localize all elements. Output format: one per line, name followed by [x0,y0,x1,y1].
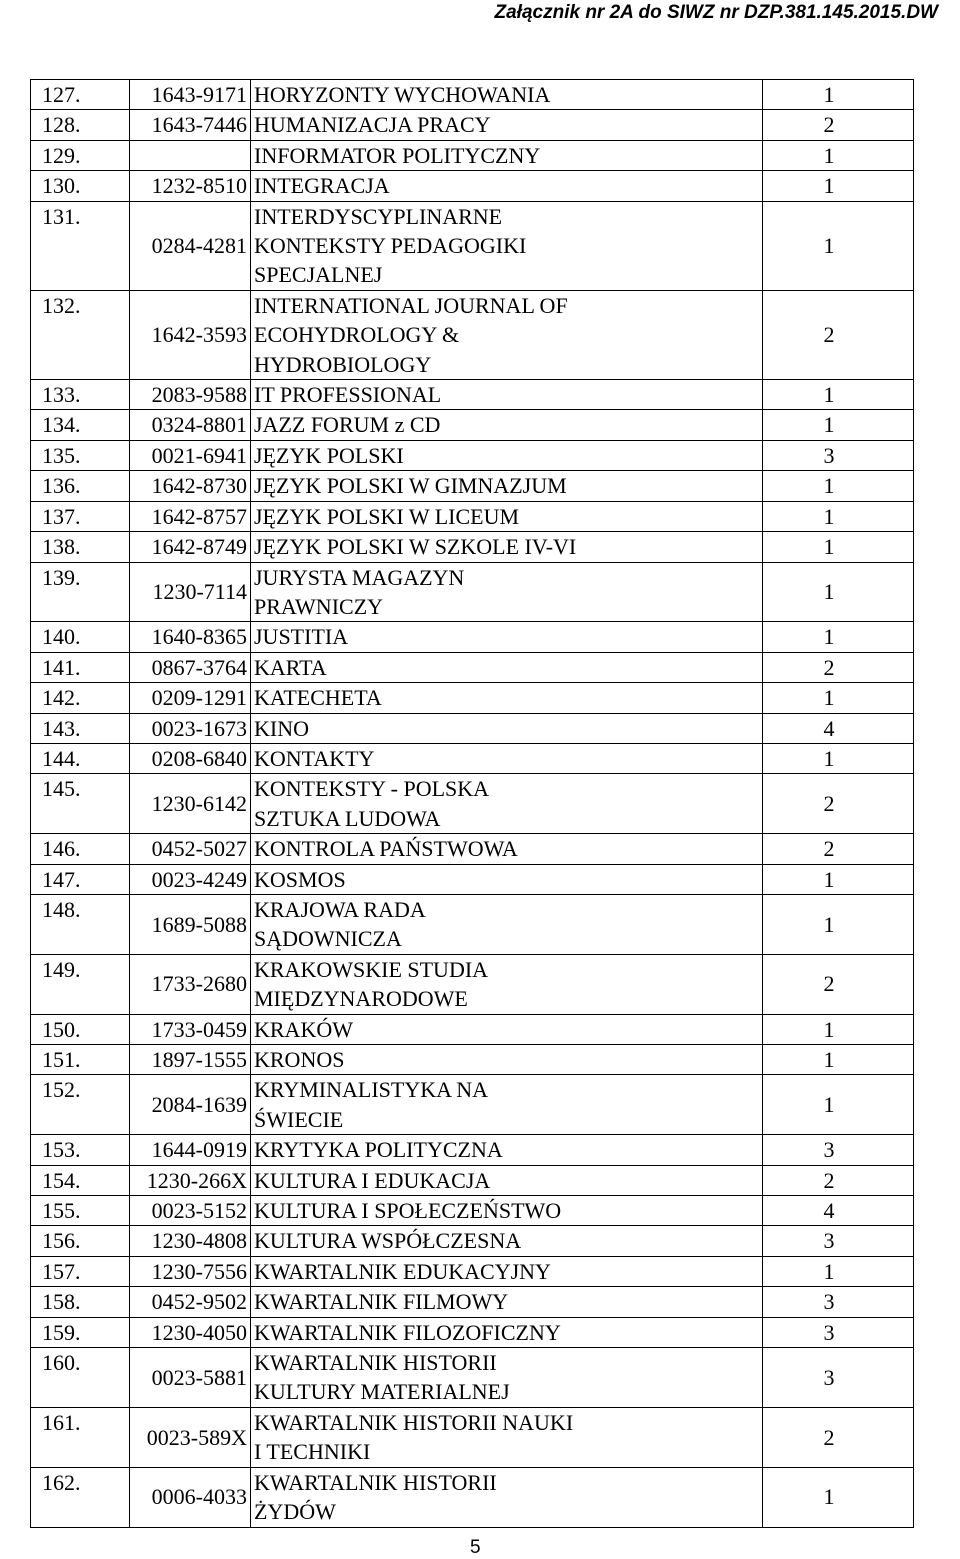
row-number: 132. [31,290,130,379]
table-row [31,562,914,622]
row-quantity: 2 [763,652,914,682]
row-issn: 1689-5088 [130,894,251,954]
row-issn: 0023-5152 [130,1196,251,1226]
row-number: 138. [31,532,130,562]
row-title: KWARTALNIK HISTORII NAUKI I TECHNIKI [251,1407,763,1467]
row-number: 131. [31,201,130,290]
row-title: KRAJOWA RADA SĄDOWNICZA [251,894,763,954]
table-row [31,894,914,954]
table-row [31,743,914,773]
row-number: 156. [31,1226,130,1256]
table-row [31,1467,914,1527]
row-issn: 0021-6941 [130,440,251,470]
row-quantity: 1 [763,380,914,410]
row-title: JĘZYK POLSKI W GIMNAZJUM [251,471,763,501]
row-quantity: 3 [763,1317,914,1347]
row-quantity: 1 [763,1467,914,1527]
row-quantity: 1 [763,471,914,501]
row-title: KULTURA WSPÓŁCZESNA [251,1226,763,1256]
row-title: INFORMATOR POLITYCZNY [251,140,763,170]
table-body [31,80,914,1528]
row-number: 151. [31,1045,130,1075]
row-issn: 2083-9588 [130,380,251,410]
row-issn: 1733-2680 [130,954,251,1014]
table-row [31,652,914,682]
table-row [31,1135,914,1165]
row-quantity: 2 [763,290,914,379]
row-title: JĘZYK POLSKI [251,440,763,470]
row-number: 157. [31,1256,130,1286]
row-number: 154. [31,1165,130,1195]
periodicals-table [30,79,914,1528]
row-number: 159. [31,1317,130,1347]
row-issn: 1232-8510 [130,171,251,201]
row-title: KONTAKTY [251,743,763,773]
row-quantity: 2 [763,110,914,140]
table-row [31,622,914,652]
row-title: KATECHETA [251,683,763,713]
table-row [31,1045,914,1075]
row-number: 133. [31,380,130,410]
table-row [31,532,914,562]
row-issn: 1644-0919 [130,1135,251,1165]
row-quantity: 1 [763,410,914,440]
row-number: 136. [31,471,130,501]
row-issn: 1640-8365 [130,622,251,652]
table-row [31,440,914,470]
row-issn: 1642-8749 [130,532,251,562]
row-number: 148. [31,894,130,954]
row-quantity: 1 [763,1045,914,1075]
row-issn: 0867-3764 [130,652,251,682]
row-title: JĘZYK POLSKI W SZKOLE IV-VI [251,532,763,562]
row-quantity: 3 [763,440,914,470]
row-quantity: 1 [763,894,914,954]
table-row [31,80,914,110]
row-issn: 0023-1673 [130,713,251,743]
table-row [31,1407,914,1467]
row-issn: 1642-3593 [130,290,251,379]
row-issn: 1642-8730 [130,471,251,501]
row-issn: 0023-589X [130,1407,251,1467]
row-title: KWARTALNIK FILMOWY [251,1287,763,1317]
row-issn: 1230-7556 [130,1256,251,1286]
row-number: 139. [31,562,130,622]
table-row [31,1287,914,1317]
row-quantity: 1 [763,201,914,290]
row-number: 140. [31,622,130,652]
table-row [31,1256,914,1286]
row-quantity: 2 [763,1407,914,1467]
row-title: KARTA [251,652,763,682]
row-issn: 1230-4050 [130,1317,251,1347]
row-number: 162. [31,1467,130,1527]
row-number: 143. [31,713,130,743]
row-issn: 0023-5881 [130,1348,251,1408]
row-issn: 1230-7114 [130,562,251,622]
row-number: 129. [31,140,130,170]
row-quantity: 1 [763,171,914,201]
row-number: 142. [31,683,130,713]
row-issn: 0208-6840 [130,743,251,773]
table-row [31,864,914,894]
row-quantity: 3 [763,1135,914,1165]
row-number: 146. [31,834,130,864]
row-title: INTERDYSCYPLINARNE KONTEKSTY PEDAGOGIKI SPECJALNEJ [251,201,763,290]
row-number: 128. [31,110,130,140]
row-number: 141. [31,652,130,682]
row-number: 137. [31,501,130,531]
table-row [31,713,914,743]
row-quantity: 1 [763,683,914,713]
row-number: 134. [31,410,130,440]
row-number: 153. [31,1135,130,1165]
row-number: 135. [31,440,130,470]
table-row [31,290,914,379]
row-number: 152. [31,1075,130,1135]
row-quantity: 1 [763,743,914,773]
row-quantity: 1 [763,140,914,170]
row-title: JUSTITIA [251,622,763,652]
row-number: 150. [31,1014,130,1044]
row-number: 158. [31,1287,130,1317]
table-row [31,1165,914,1195]
table-row [31,954,914,1014]
table-row [31,501,914,531]
row-issn: 0452-5027 [130,834,251,864]
row-title: JĘZYK POLSKI W LICEUM [251,501,763,531]
row-title: JAZZ FORUM z CD [251,410,763,440]
row-issn: 1643-9171 [130,80,251,110]
table-row [31,140,914,170]
row-issn: 0023-4249 [130,864,251,894]
row-title: KRYMINALISTYKA NA ŚWIECIE [251,1075,763,1135]
row-number: 127. [31,80,130,110]
row-number: 160. [31,1348,130,1408]
table-row [31,171,914,201]
table-row [31,774,914,834]
row-quantity: 3 [763,1287,914,1317]
row-quantity: 1 [763,562,914,622]
row-title: KRONOS [251,1045,763,1075]
row-issn: 2084-1639 [130,1075,251,1135]
row-quantity: 1 [763,532,914,562]
row-number: 147. [31,864,130,894]
row-issn: 1230-266X [130,1165,251,1195]
row-title: KONTROLA PAŃSTWOWA [251,834,763,864]
row-number: 145. [31,774,130,834]
table-row [31,834,914,864]
row-title: KRAKOWSKIE STUDIA MIĘDZYNARODOWE [251,954,763,1014]
row-title: KINO [251,713,763,743]
row-issn: 1642-8757 [130,501,251,531]
row-number: 161. [31,1407,130,1467]
row-number: 149. [31,954,130,1014]
row-title: IT PROFESSIONAL [251,380,763,410]
page-number: 5 [470,1537,481,1558]
row-title: JURYSTA MAGAZYN PRAWNICZY [251,562,763,622]
row-number: 155. [31,1196,130,1226]
row-issn [130,140,251,170]
table-row [31,1226,914,1256]
table-row [31,471,914,501]
row-title: HORYZONTY WYCHOWANIA [251,80,763,110]
attachment-header: Załącznik nr 2A do SIWZ nr DZP.381.145.2015.DW [494,2,938,23]
row-quantity: 1 [763,501,914,531]
row-title: INTERNATIONAL JOURNAL OF ECOHYDROLOGY & HYDROBIOLOGY [251,290,763,379]
row-issn: 1230-6142 [130,774,251,834]
row-quantity: 2 [763,774,914,834]
row-quantity: 2 [763,954,914,1014]
row-issn: 0284-4281 [130,201,251,290]
row-quantity: 3 [763,1226,914,1256]
table-row [31,1317,914,1347]
table-row [31,683,914,713]
table-row [31,1075,914,1135]
row-title: KWARTALNIK HISTORII KULTURY MATERIALNEJ [251,1348,763,1408]
row-quantity: 1 [763,1014,914,1044]
row-issn: 1733-0459 [130,1014,251,1044]
row-issn: 0324-8801 [130,410,251,440]
row-quantity: 4 [763,713,914,743]
row-quantity: 1 [763,1075,914,1135]
table-row [31,380,914,410]
row-title: KWARTALNIK HISTORII ŻYDÓW [251,1467,763,1527]
table-row [31,110,914,140]
table-row [31,410,914,440]
row-issn: 1230-4808 [130,1226,251,1256]
row-issn: 1643-7446 [130,110,251,140]
row-quantity: 3 [763,1348,914,1408]
row-number: 130. [31,171,130,201]
row-quantity: 1 [763,1256,914,1286]
row-number: 144. [31,743,130,773]
table-row [31,1196,914,1226]
row-title: KULTURA I SPOŁECZEŃSTWO [251,1196,763,1226]
row-quantity: 1 [763,80,914,110]
row-issn: 0006-4033 [130,1467,251,1527]
row-title: KRAKÓW [251,1014,763,1044]
row-quantity: 1 [763,622,914,652]
row-title: HUMANIZACJA PRACY [251,110,763,140]
row-title: KRYTYKA POLITYCZNA [251,1135,763,1165]
row-title: KOSMOS [251,864,763,894]
row-quantity: 4 [763,1196,914,1226]
row-issn: 0209-1291 [130,683,251,713]
row-quantity: 2 [763,834,914,864]
row-title: KWARTALNIK FILOZOFICZNY [251,1317,763,1347]
row-quantity: 2 [763,1165,914,1195]
table-row [31,1014,914,1044]
row-title: KONTEKSTY - POLSKA SZTUKA LUDOWA [251,774,763,834]
row-title: KWARTALNIK EDUKACYJNY [251,1256,763,1286]
row-issn: 0452-9502 [130,1287,251,1317]
row-quantity: 1 [763,864,914,894]
row-title: KULTURA I EDUKACJA [251,1165,763,1195]
row-title: INTEGRACJA [251,171,763,201]
table-row [31,201,914,290]
table-row [31,1348,914,1408]
row-issn: 1897-1555 [130,1045,251,1075]
